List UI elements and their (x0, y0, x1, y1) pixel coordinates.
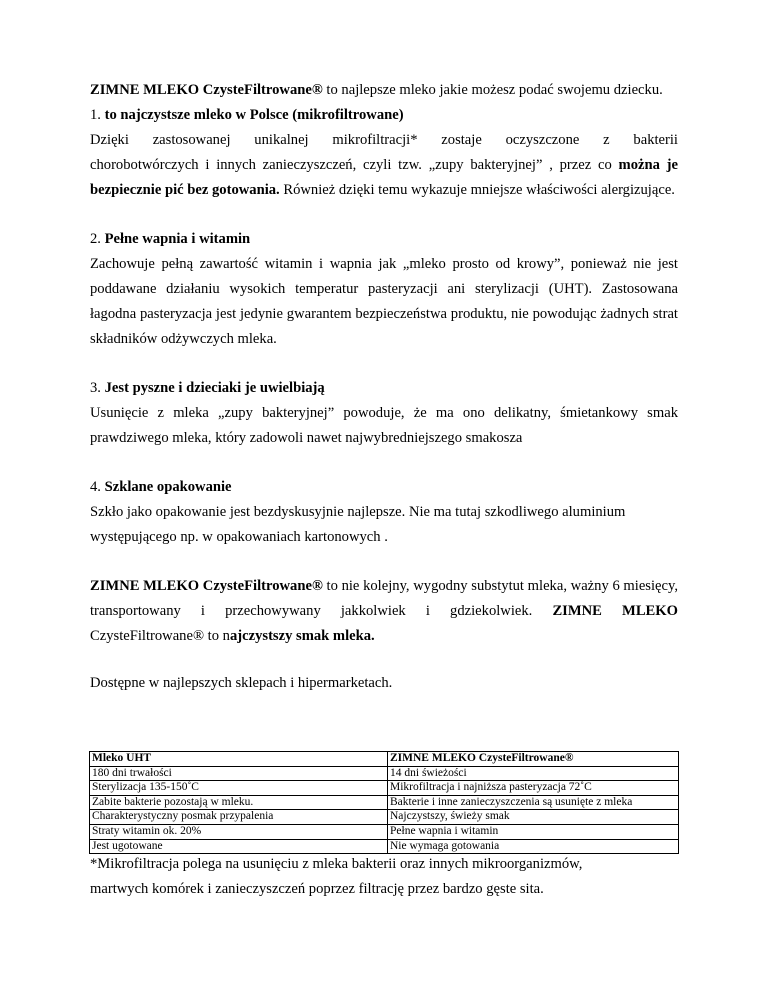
closing-bold-end: ajczystszy smak mleka. (229, 628, 375, 644)
section-1-heading (90, 103, 678, 128)
document-body (90, 78, 678, 696)
footnote (90, 852, 680, 902)
table-cell: Nie wymaga gotowania (388, 839, 679, 854)
footnote-line-2: martwych komórek i zanieczyszczeń poprzez filtrację przez bardzo gęste sita. (90, 881, 544, 897)
spacer (90, 352, 678, 376)
section-1-title: to najczystsze mleko w Polsce (mikrofiltrowane) (104, 107, 404, 123)
table-header-zimne: ZIMNE MLEKO CzysteFiltrowane® (388, 752, 679, 767)
table-header-row (90, 752, 679, 767)
section-2-body: Zachowuje pełną zawartość witamin i wapnia jak „mleko prosto od krowy”, ponieważ nie jest poddawane działaniu wysokich temperatur pasteryzacji ani sterylizacji (UHT). Zastosowana łagodna pasteryzacja jest jedynie gwarantem bezpieczeństwa produktu, nie powodując żadnych strat składników odżywczych mleka. (90, 256, 678, 347)
closing-text-1: to nie kolejny, wygodny substytut mleka, ważny 6 miesięcy, transportowany i przechowywany jakkolwiek i gdziekolwiek. (90, 578, 678, 619)
section-1-body (90, 153, 678, 203)
closing-paragraph (90, 574, 678, 649)
section-1-line1: Dzięki zastosowanej unikalnej mikrofiltracji* zostaje oczyszczone z bakterii (90, 132, 678, 148)
table-cell: Straty witamin ok. 20% (90, 824, 388, 839)
intro-brand: ZIMNE MLEKO CzysteFiltrowane® (90, 82, 323, 98)
section-3-body: Usunięcie z mleka „zupy bakteryjnej” powoduje, że ma ono delikatny, śmietankowy smak prawdziwego mleka, który zadowoli nawet najwybredniejszego smakosza (90, 405, 678, 446)
section-2-heading (90, 227, 678, 252)
closing-brand-2: ZIMNE MLEKO (552, 603, 678, 619)
table-cell: Sterylizacja 135-150˚C (90, 781, 388, 796)
closing-brand-1: ZIMNE MLEKO CzysteFiltrowane® (90, 578, 323, 594)
table-cell: Najczystszy, świeży smak (388, 810, 679, 825)
section-1-bold: można je bezpiecznie pić bez gotowania. (90, 157, 678, 198)
availability-text: Dostępne w najlepszych sklepach i hipermarketach. (90, 675, 393, 691)
spacer (90, 451, 678, 475)
footnote-line-1: *Mikrofiltracja polega na usunięciu z mleka bakterii oraz innych mikroorganizmów, (90, 856, 583, 872)
intro-paragraph (90, 78, 678, 103)
section-3-title: Jest pyszne i dzieciaki je uwielbiają (104, 380, 325, 396)
table-row (90, 766, 679, 781)
section-4-line1: Szkło jako opakowanie jest bezdyskusyjnie najlepsze. Nie ma tutaj szkodliwego aluminium (90, 504, 626, 520)
section-4-line2: występującego np. w opakowaniach kartonowych . (90, 529, 388, 545)
table-row (90, 781, 679, 796)
section-1-text-a: chorobotwórczych i innych zanieczyszczeń, czyli tzw. „zupy bakteryjnej” , przez co (90, 157, 619, 173)
table-row (90, 795, 679, 810)
table-cell: Zabite bakterie pozostają w mleku. (90, 795, 388, 810)
section-2-title: Pełne wapnia i witamin (104, 231, 251, 247)
closing-text-2: CzysteFiltrowane® to n (90, 628, 230, 644)
spacer (90, 203, 678, 227)
spacer (90, 649, 678, 671)
table-cell: Charakterystyczny posmak przypalenia (90, 810, 388, 825)
table-cell: Mikrofiltracja i najniższa pasteryzacja 72˚C (388, 781, 679, 796)
section-1-number: 1. (90, 107, 101, 123)
section-1-text-b: Również dzięki temu wykazuje mniejsze właściwości alergizujące. (279, 182, 675, 198)
section-2-number: 2. (90, 231, 101, 247)
section-3-heading (90, 376, 678, 401)
table-cell: 14 dni świeżości (388, 766, 679, 781)
table-cell: Jest ugotowane (90, 839, 388, 854)
table-header-uht: Mleko UHT (90, 752, 388, 767)
section-3-number: 3. (90, 380, 101, 396)
section-4-number: 4. (90, 479, 101, 495)
table-cell: 180 dni trwałości (90, 766, 388, 781)
spacer (90, 550, 678, 574)
table-row (90, 824, 679, 839)
section-4-title: Szklane opakowanie (104, 479, 232, 495)
table-row (90, 810, 679, 825)
intro-text: to najlepsze mleko jakie możesz podać swojemu dziecku. (322, 82, 663, 98)
comparison-table (89, 751, 679, 854)
table-cell: Bakterie i inne zanieczyszczenia są usunięte z mleka (388, 795, 679, 810)
table-cell: Pełne wapnia i witamin (388, 824, 679, 839)
section-4-heading (90, 475, 678, 500)
